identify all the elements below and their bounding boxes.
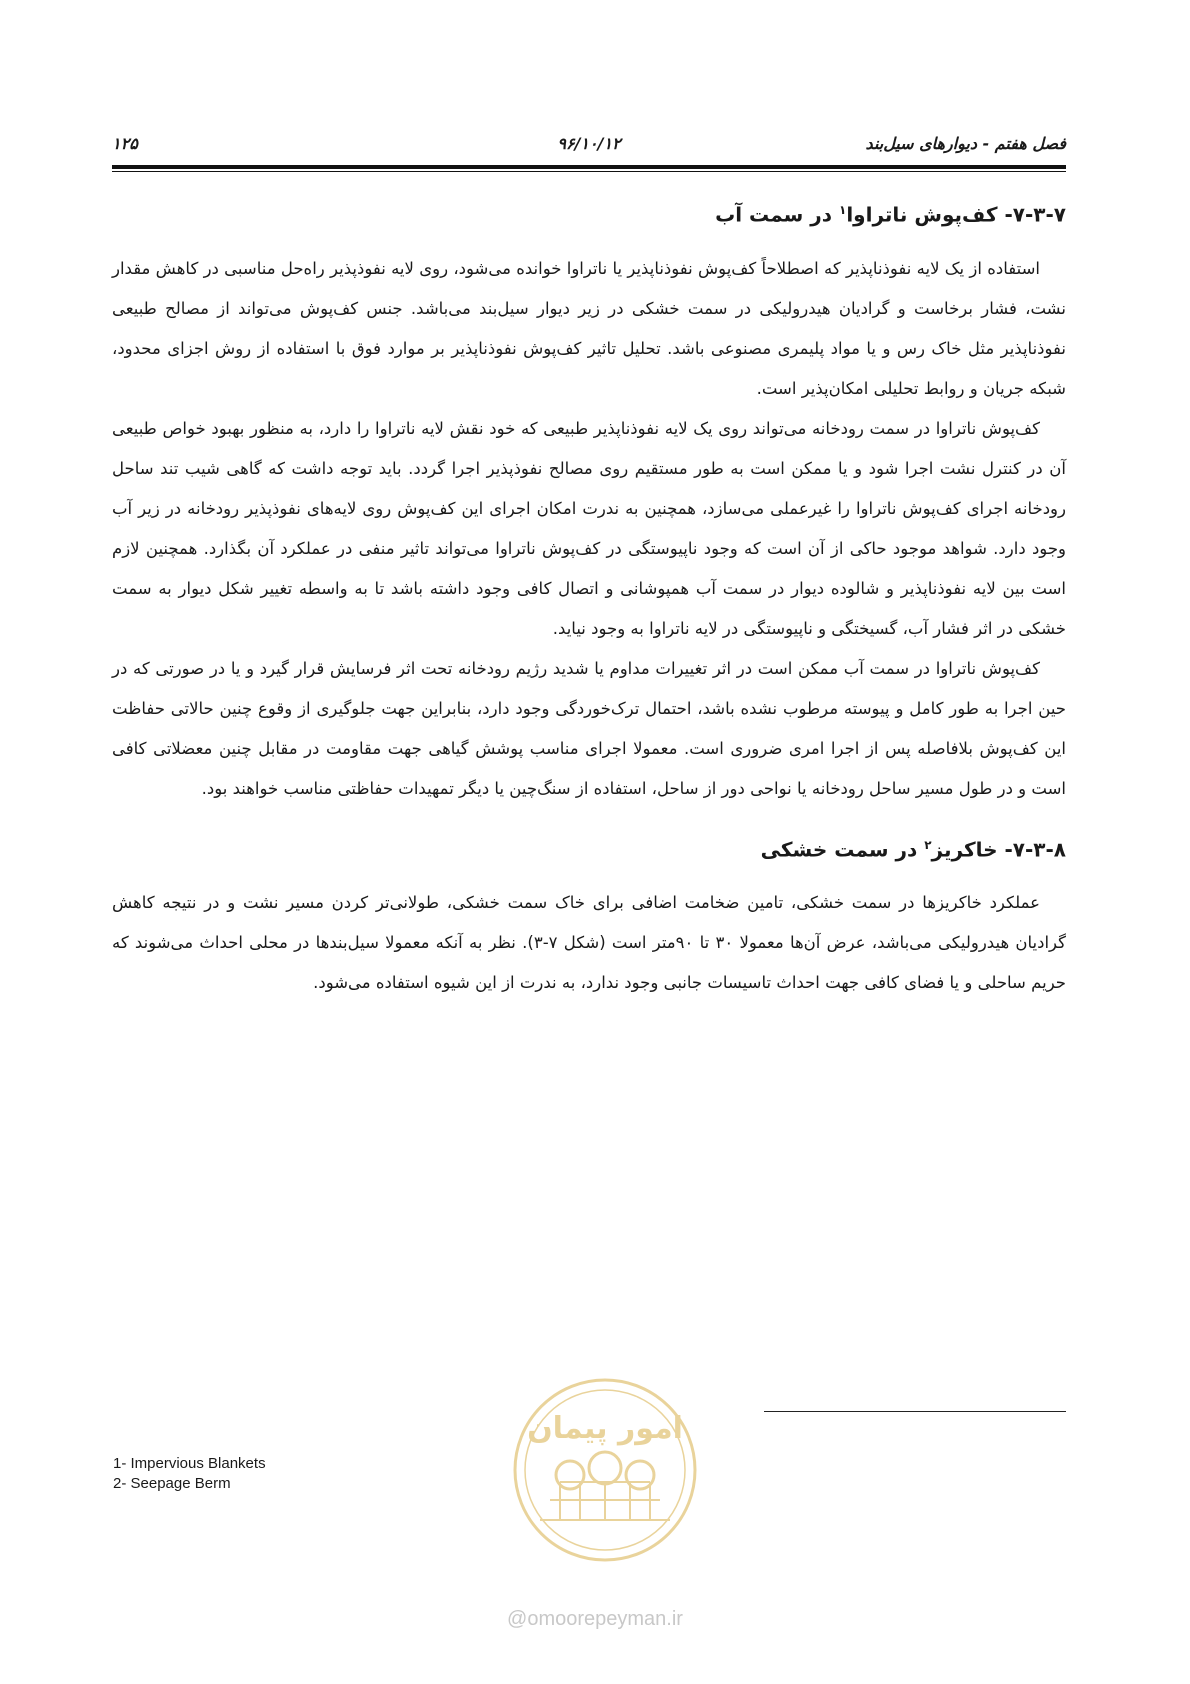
paragraph: کف‌پوش ناتراوا در سمت آب ممکن است در اثر تغییرات مداوم یا شدید رژیم رودخانه تحت اثر فرسایش قرار گیرد و یا در صورتی که در حین اجرا به طور کامل و پیوسته مرطوب نشده باشد، احتمال ترک‌خوردگی وجود دارد، بنابراین جهت جلوگیری از وقوع چنین حالاتی حفاظت این کف‌پوش بلافاصله پس از اجرا امری ضروری است. معمولا اجرای مناسب پوشش گیاهی جهت مقاومت در مقابل چنین معضلاتی کافی است و در طول مسیر ساحل رودخانه یا نواحی دور از ساحل، استفاده از سنگ‌چین یا دیگر تمهیدات حفاظتی مناسب خواهند بود. — [112, 658, 1066, 798]
footnote-2: 2- Seepage Berm — [113, 1475, 231, 1492]
header-rule-thin — [112, 171, 1066, 172]
page-number: ۱۲۵ — [112, 134, 138, 153]
section-heading-text: ۷-۳-۷- کف‌پوش ناتراوا — [846, 202, 1066, 227]
page-header — [112, 130, 1066, 164]
paragraph: عملکرد خاکریزها در سمت خشکی، تامین ضخامت اضافی برای خاک سمت خشکی، طولانی‌تر کردن مسیر نشت و در نتیجه کاهش گرادیان هیدرولیکی می‌باشد، عرض آن‌ها معمولا ۳۰ تا ۹۰متر است (شکل ۷-۳). نظر به آنکه معمولا سیل‌بندها در محلی احداث می‌شوند که حریم ساحلی و یا فضای کافی جهت احداث تاسیسات جانبی وجود ندارد، به ندرت از این شیوه استفاده می‌شود. — [112, 893, 1067, 993]
footnote-separator — [764, 1411, 1066, 1412]
watermark-url: @omoorepeyman.ir — [507, 1608, 683, 1630]
paragraph: کف‌پوش ناتراوا در سمت رودخانه می‌تواند روی یک لایه نفوذناپذیر طبیعی که خود نقش لایه ناتراوا را دارد، به منظور بهبود خواص طبیعی آن در کنترل نشت اجرا شود و یا ممکن است به طور مستقیم روی مصالح نفوذپذیر اجرا گردد. باید توجه داشت که گاهی شیب تند ساحل رودخانه اجرای کف‌پوش ناتراوا را غیرعملی می‌سازد، همچنین به ندرت امکان اجرای این کف‌پوش روی لایه‌های نفوذپذیر رودخانه در زیر آب وجود دارد. شواهد موجود حاکی از آن است که وجود ناپیوستگی در کف‌پوش ناتراوا می‌تواند تاثیر منفی در عملکرد آن بگذارد. همچنین لازم است بین لایه نفوذناپذیر و شالوده دیوار در سمت آب همپوشانی و اتصال کافی وجود داشته باشد تا به واسطه تغییر شکل دیوار به سمت خشکی در اثر فشار آب، گسیختگی و ناپیوستگی در لایه ناتراوا به وجود نیاید. — [112, 418, 1066, 638]
main-content — [112, 190, 1066, 1003]
header-rule-thick — [112, 165, 1066, 169]
chapter-title: فصل هفتم - دیوارهای سیل‌بند — [865, 134, 1066, 153]
footnote-ref-1: ۱ — [839, 203, 847, 217]
section-heading-impervious-blankets — [112, 190, 1066, 235]
footnote-ref-2: ۲ — [924, 837, 932, 852]
section-heading-tail: در سمت خشکی — [760, 837, 925, 862]
section-heading-tail: در سمت آب — [715, 202, 839, 227]
section-heading-text: ۷-۳-۸- خاکریز — [931, 837, 1066, 862]
section-heading-seepage-berm — [112, 825, 1066, 870]
header-date: ۹۶/۱۰/۱۲ — [557, 134, 621, 153]
watermark-seal-logo — [480, 1370, 730, 1570]
watermark-seal-text: امور پیمان — [527, 1411, 683, 1446]
footnote-1: 1- Impervious Blankets — [113, 1455, 266, 1472]
footnotes — [113, 1454, 266, 1494]
paragraph: استفاده از یک لایه نفوذناپذیر که اصطلاحاً کف‌پوش نفوذناپذیر یا ناتراوا خوانده می‌شود، روی لایه نفوذپذیر راه‌حل مناسبی در کاهش مقدار نشت، فشار برخاست و گرادیان هیدرولیکی در سمت خشکی در زیر دیوار سیل‌بند می‌باشد. جنس کف‌پوش می‌تواند از مصالح طبیعی نفوذناپذیر مثل خاک رس و یا مواد پلیمری مصنوعی باشد. تحلیل تاثیر کف‌پوش نفوذناپذیر بر موارد فوق با استفاده از روش اجزای محدود، شبکه جریان و روابط تحلیلی امکان‌پذیر است. — [112, 258, 1066, 398]
